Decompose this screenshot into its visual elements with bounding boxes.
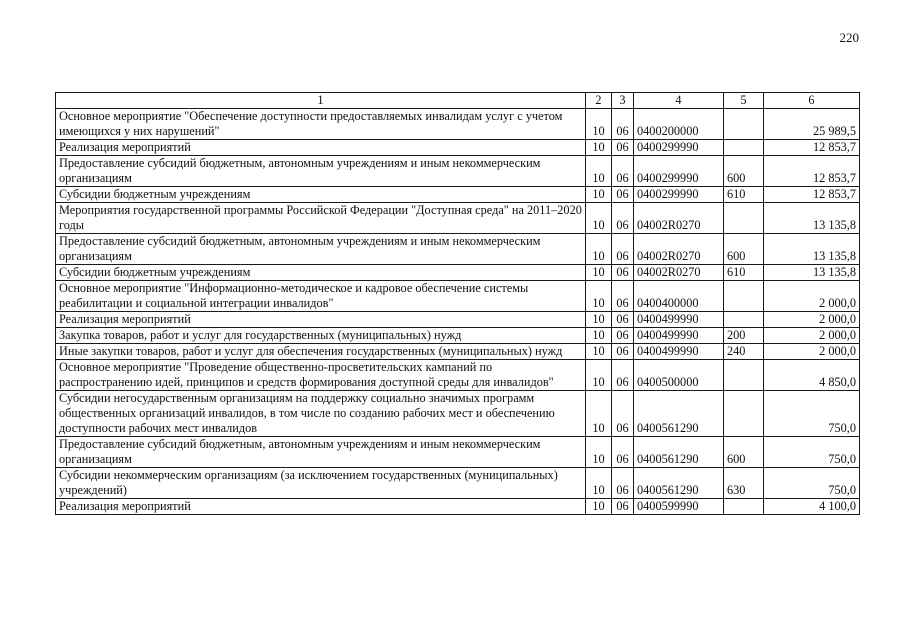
row-amount: 13 135,8 (764, 203, 860, 234)
row-section: 10 (586, 187, 612, 203)
row-section: 10 (586, 391, 612, 437)
row-subsection: 06 (612, 140, 634, 156)
table-row (56, 265, 860, 281)
column-header-target-article: 4 (634, 93, 724, 109)
row-section: 10 (586, 234, 612, 265)
row-section: 10 (586, 499, 612, 515)
row-amount: 12 853,7 (764, 140, 860, 156)
row-subsection: 06 (612, 312, 634, 328)
row-subsection: 06 (612, 109, 634, 140)
row-target-article: 0400200000 (634, 109, 724, 140)
row-amount: 2 000,0 (764, 281, 860, 312)
column-header-section: 2 (586, 93, 612, 109)
table-row (56, 203, 860, 234)
row-section: 10 (586, 344, 612, 360)
row-amount: 750,0 (764, 468, 860, 499)
row-target-article: 0400499990 (634, 328, 724, 344)
row-section: 10 (586, 281, 612, 312)
row-expense-type (724, 360, 764, 391)
row-target-article: 0400499990 (634, 344, 724, 360)
row-expense-type (724, 391, 764, 437)
page-number: 220 (839, 30, 859, 45)
row-name: Субсидии бюджетным учреждениям (56, 187, 586, 203)
row-amount: 12 853,7 (764, 156, 860, 187)
row-amount: 2 000,0 (764, 328, 860, 344)
row-amount: 4 100,0 (764, 499, 860, 515)
row-amount: 750,0 (764, 437, 860, 468)
table-row (56, 360, 860, 391)
row-name: Предоставление субсидий бюджетным, автономным учреждениям и иным некоммерческим организациям (56, 156, 586, 187)
row-subsection: 06 (612, 344, 634, 360)
column-header-subsection: 3 (612, 93, 634, 109)
row-amount: 13 135,8 (764, 265, 860, 281)
row-expense-type: 610 (724, 265, 764, 281)
table-row (56, 281, 860, 312)
row-name: Субсидии негосударственным организациям на поддержку социально значимых программ общественных организаций инвалидов, в том числе по созданию рабочих мест и обеспечению доступности рабочих мест инвалидов (56, 391, 586, 437)
row-amount: 2 000,0 (764, 312, 860, 328)
row-subsection: 06 (612, 437, 634, 468)
row-section: 10 (586, 109, 612, 140)
row-name: Реализация мероприятий (56, 312, 586, 328)
row-expense-type (724, 203, 764, 234)
row-target-article: 0400561290 (634, 437, 724, 468)
row-expense-type (724, 281, 764, 312)
table-row (56, 344, 860, 360)
row-expense-type: 600 (724, 234, 764, 265)
row-target-article: 0400561290 (634, 468, 724, 499)
row-expense-type: 240 (724, 344, 764, 360)
row-amount: 750,0 (764, 391, 860, 437)
row-name: Закупка товаров, работ и услуг для государственных (муниципальных) нужд (56, 328, 586, 344)
row-target-article: 04002R0270 (634, 203, 724, 234)
row-name: Реализация мероприятий (56, 140, 586, 156)
table-header-row (56, 93, 860, 109)
row-expense-type (724, 499, 764, 515)
table-row (56, 156, 860, 187)
row-target-article: 0400561290 (634, 391, 724, 437)
row-section: 10 (586, 468, 612, 499)
row-section: 10 (586, 437, 612, 468)
row-name: Субсидии бюджетным учреждениям (56, 265, 586, 281)
row-section: 10 (586, 140, 612, 156)
row-name: Предоставление субсидий бюджетным, автономным учреждениям и иным некоммерческим организациям (56, 437, 586, 468)
row-name: Мероприятия государственной программы Российской Федерации "Доступная среда" на 2011–2020 годы (56, 203, 586, 234)
row-target-article: 0400599990 (634, 499, 724, 515)
row-target-article: 0400299990 (634, 187, 724, 203)
table-row (56, 234, 860, 265)
row-expense-type: 600 (724, 156, 764, 187)
row-target-article: 0400400000 (634, 281, 724, 312)
table-row (56, 437, 860, 468)
column-header-amount: 6 (764, 93, 860, 109)
row-expense-type (724, 140, 764, 156)
row-expense-type (724, 109, 764, 140)
row-name: Предоставление субсидий бюджетным, автономным учреждениям и иным некоммерческим организациям (56, 234, 586, 265)
row-name: Иные закупки товаров, работ и услуг для обеспечения государственных (муниципальных) нужд (56, 344, 586, 360)
row-subsection: 06 (612, 468, 634, 499)
table-row (56, 391, 860, 437)
row-subsection: 06 (612, 360, 634, 391)
row-subsection: 06 (612, 281, 634, 312)
table-row (56, 328, 860, 344)
table-row (56, 312, 860, 328)
row-expense-type (724, 312, 764, 328)
row-subsection: 06 (612, 499, 634, 515)
column-header-name: 1 (56, 93, 586, 109)
row-amount: 2 000,0 (764, 344, 860, 360)
row-amount: 12 853,7 (764, 187, 860, 203)
row-target-article: 0400299990 (634, 156, 724, 187)
row-amount: 13 135,8 (764, 234, 860, 265)
row-expense-type: 600 (724, 437, 764, 468)
table-row (56, 109, 860, 140)
table-row (56, 499, 860, 515)
row-expense-type: 630 (724, 468, 764, 499)
table-row (56, 468, 860, 499)
row-name: Основное мероприятие "Проведение общественно-просветительских кампаний по распространению идей, принципов и средств формирования доступной среды для инвалидов" (56, 360, 586, 391)
row-target-article: 04002R0270 (634, 265, 724, 281)
row-section: 10 (586, 312, 612, 328)
row-subsection: 06 (612, 203, 634, 234)
row-subsection: 06 (612, 234, 634, 265)
row-section: 10 (586, 328, 612, 344)
row-section: 10 (586, 156, 612, 187)
column-header-expense-type: 5 (724, 93, 764, 109)
row-amount: 25 989,5 (764, 109, 860, 140)
row-name: Основное мероприятие "Информационно-методическое и кадровое обеспечение системы реабилитации и социальной интеграции инвалидов" (56, 281, 586, 312)
row-expense-type: 610 (724, 187, 764, 203)
row-target-article: 0400500000 (634, 360, 724, 391)
row-name: Основное мероприятие "Обеспечение доступности предоставляемых инвалидам услуг с учетом имеющихся у них нарушений" (56, 109, 586, 140)
row-subsection: 06 (612, 265, 634, 281)
row-subsection: 06 (612, 187, 634, 203)
row-name: Реализация мероприятий (56, 499, 586, 515)
row-target-article: 0400499990 (634, 312, 724, 328)
row-subsection: 06 (612, 328, 634, 344)
table-row (56, 140, 860, 156)
row-amount: 4 850,0 (764, 360, 860, 391)
row-section: 10 (586, 203, 612, 234)
row-section: 10 (586, 360, 612, 391)
row-target-article: 04002R0270 (634, 234, 724, 265)
row-section: 10 (586, 265, 612, 281)
row-target-article: 0400299990 (634, 140, 724, 156)
row-subsection: 06 (612, 156, 634, 187)
row-name: Субсидии некоммерческим организациям (за исключением государственных (муниципальных) учреждений) (56, 468, 586, 499)
row-expense-type: 200 (724, 328, 764, 344)
budget-table (55, 92, 860, 515)
table-row (56, 187, 860, 203)
row-subsection: 06 (612, 391, 634, 437)
